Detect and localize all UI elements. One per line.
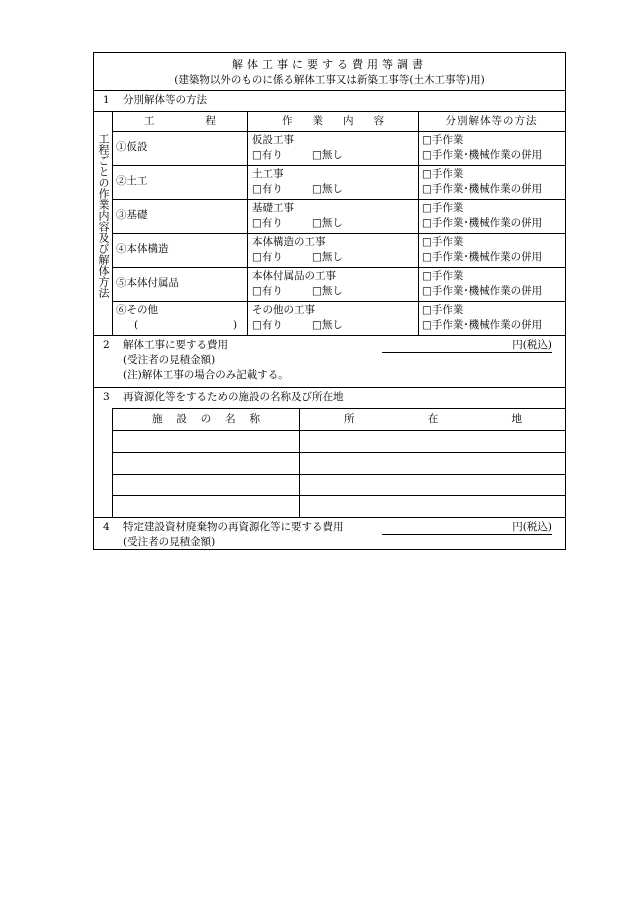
table-row-border [112, 131, 565, 132]
checkbox-manual[interactable]: □手作業 [422, 168, 464, 180]
row-work-title: 本体付属品の工事 [252, 270, 336, 282]
row-process: ③基礎 [116, 209, 148, 221]
section2-note-demolition-only: (注)解体工事の場合のみ記載する。 [123, 369, 289, 381]
checkbox-yes[interactable]: □有り [252, 285, 283, 297]
checkbox-yes[interactable]: □有り [252, 149, 283, 161]
checkbox-manual[interactable]: □手作業 [422, 202, 464, 214]
facility-location-cell[interactable] [300, 475, 564, 494]
table-row-border [112, 408, 565, 409]
divider [94, 335, 565, 336]
checkbox-manual[interactable]: □手作業 [422, 134, 464, 146]
row-work-title: 本体構造の工事 [252, 236, 326, 248]
side-vertical-label: 工程ごとの作業内容及び解体方法 [97, 133, 110, 298]
other-paren-close: ) [233, 319, 238, 331]
checkbox-manual[interactable]: □手作業 [422, 270, 464, 282]
checkbox-no[interactable]: □無し [312, 183, 343, 195]
checkbox-no[interactable]: □無し [312, 149, 343, 161]
checkbox-manual-machine[interactable]: □手作業･機械作業の併用 [422, 319, 543, 331]
header-work-content: 作 業 内 容 [282, 115, 384, 127]
row-process: ④本体構造 [116, 243, 169, 255]
form-subtitle: (建築物以外のものに係る解体工事又は新築工事等(土木工事等)用) [174, 74, 485, 86]
section2-heading: 解体工事に要する費用 [123, 339, 228, 351]
section2-number: 2 [103, 339, 110, 351]
table-row-border [112, 267, 565, 268]
cost-unit: 円(税込) [512, 339, 552, 351]
row-process: ②土工 [116, 175, 148, 187]
checkbox-yes[interactable]: □有り [252, 319, 283, 331]
header-facility-name: 施 設 の 名 称 [152, 413, 260, 425]
row-process: ①仮設 [116, 141, 148, 153]
facility-location-cell[interactable] [300, 496, 564, 516]
facility-name-cell[interactable] [113, 496, 298, 516]
divider [94, 517, 565, 518]
divider [94, 387, 565, 388]
checkbox-manual-machine[interactable]: □手作業･機械作業の併用 [422, 285, 543, 297]
section4-number: 4 [103, 521, 110, 533]
checkbox-manual-machine[interactable]: □手作業･機械作業の併用 [422, 217, 543, 229]
facility-name-cell[interactable] [113, 475, 298, 494]
header-location: 所 在 地 [344, 413, 522, 425]
row-process: ⑥その他 [116, 304, 158, 316]
section2-note-estimate: (受注者の見積金額) [123, 354, 216, 366]
checkbox-manual-machine[interactable]: □手作業･機械作業の併用 [422, 149, 543, 161]
row-process: ⑤本体付属品 [116, 277, 179, 289]
section4-note-estimate: (受注者の見積金額) [123, 536, 216, 548]
section4-heading: 特定建設資材廃棄物の再資源化等に要する費用 [123, 521, 344, 533]
checkbox-manual-machine[interactable]: □手作業･機械作業の併用 [422, 183, 543, 195]
table-row-border [112, 233, 565, 234]
other-paren-open: ( [134, 319, 139, 331]
row-work-title: その他の工事 [252, 304, 315, 316]
checkbox-yes[interactable]: □有り [252, 251, 283, 263]
table-row-border [112, 165, 565, 166]
section1-number: 1 [103, 94, 110, 106]
table-row-border [112, 199, 565, 200]
section3-number: 3 [103, 391, 110, 403]
facility-location-cell[interactable] [300, 453, 564, 473]
checkbox-no[interactable]: □無し [312, 251, 343, 263]
row-work-title: 土工事 [252, 168, 284, 180]
cost-unit: 円(税込) [512, 521, 552, 533]
checkbox-manual[interactable]: □手作業 [422, 236, 464, 248]
checkbox-yes[interactable]: □有り [252, 217, 283, 229]
facility-location-cell[interactable] [300, 431, 564, 451]
row-work-title: 基礎工事 [252, 202, 294, 214]
cost-survey-form [93, 52, 566, 550]
section3-heading: 再資源化等をするための施設の名称及び所在地 [123, 391, 344, 403]
checkbox-manual[interactable]: □手作業 [422, 304, 464, 316]
checkbox-manual-machine[interactable]: □手作業･機械作業の併用 [422, 251, 543, 263]
divider [94, 90, 565, 91]
header-method: 分別解体等の方法 [445, 115, 538, 127]
checkbox-no[interactable]: □無し [312, 319, 343, 331]
facility-name-cell[interactable] [113, 453, 298, 473]
recycling-cost-field[interactable] [382, 521, 552, 535]
table-row-border [112, 301, 565, 302]
checkbox-yes[interactable]: □有り [252, 183, 283, 195]
header-process: 工 程 [144, 115, 216, 127]
divider [94, 111, 565, 112]
form-title: 解体工事に要する費用等調書 [232, 58, 427, 71]
checkbox-no[interactable]: □無し [312, 285, 343, 297]
demolition-cost-field[interactable] [382, 339, 552, 353]
section1-heading: 分別解体等の方法 [123, 94, 207, 106]
facility-name-cell[interactable] [113, 431, 298, 451]
row-work-title: 仮設工事 [252, 134, 294, 146]
checkbox-no[interactable]: □無し [312, 217, 343, 229]
